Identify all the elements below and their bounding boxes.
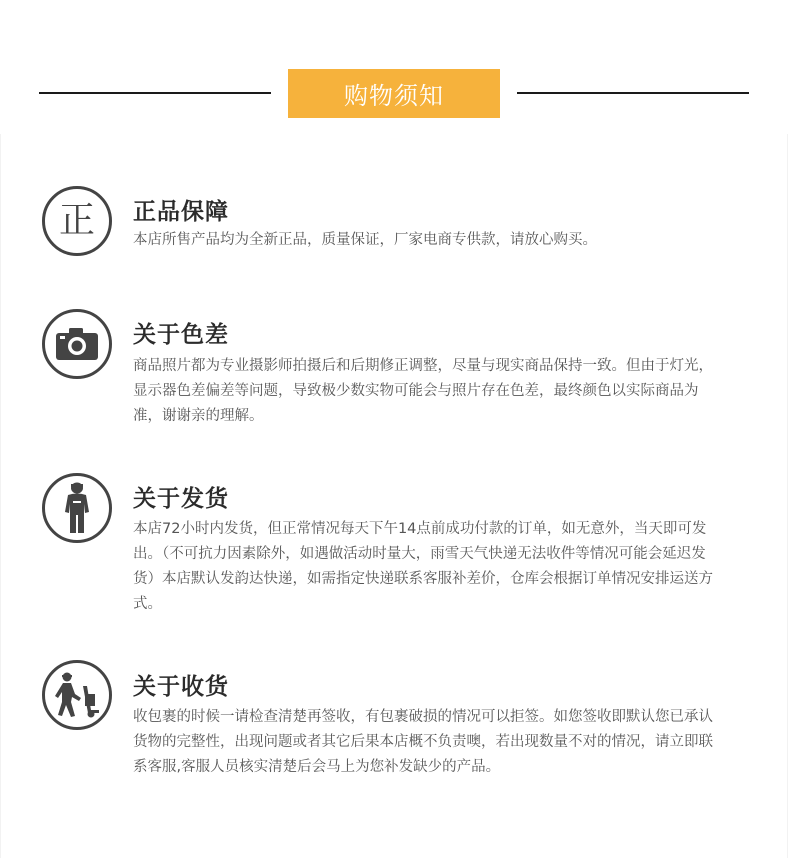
section-title-shipping: 关于发货	[133, 486, 229, 512]
header-divider-right	[517, 92, 749, 94]
section-body-receiving: 收包裹的时候一请检查清楚再签收，有包裹破损的情况可以拒签。如您签收即默认您已承认货物的完整性，出现问题或者其它后果本店概不负责噢，若出现数量不对的情况，请立即联系客服,客服人员核实清楚后会马上为您补发缺少的产品。	[133, 709, 713, 775]
page-title: 购物须知	[344, 82, 444, 110]
section-body-authenticity: 本店所售产品均为全新正品，质量保证，厂家电商专供款，请放心购买。	[133, 232, 597, 248]
section-title-receiving: 关于收货	[133, 674, 229, 700]
section-body-shipping: 本店72小时内发货，但正常情况每天下午14点前成功付款的订单，如无意外，当天即可发出。（不可抗力因素除外，如遇做活动时量大，雨雪天气快递无法收件等情况可能会延迟发货）本店默认发韵达快递，如需指定快递联系客服补差价，仓库会根据订单情况安排运送方式。	[133, 521, 713, 612]
header-divider-left	[39, 92, 271, 94]
section-title-authenticity: 正品保障	[133, 199, 229, 225]
camera-icon	[42, 309, 112, 379]
delivery-hand-truck-icon	[42, 660, 112, 730]
camera-glyph	[55, 327, 99, 361]
zheng-character-icon: 正	[42, 186, 112, 256]
hand-truck-glyph	[53, 672, 101, 718]
section-title-color-difference: 关于色差	[133, 322, 229, 348]
section-header-badge	[288, 69, 500, 118]
section-body-color-difference: 商品照片都为专业摄影师拍摄后和后期修正调整，尽量与现实商品保持一致。但由于灯光，显示器色差偏差等问题，导致极少数实物可能会与照片存在色差，最终颜色以实际商品为准，谢谢亲的理解。	[133, 358, 713, 424]
courier-glyph	[62, 482, 92, 534]
courier-person-icon	[42, 473, 112, 543]
